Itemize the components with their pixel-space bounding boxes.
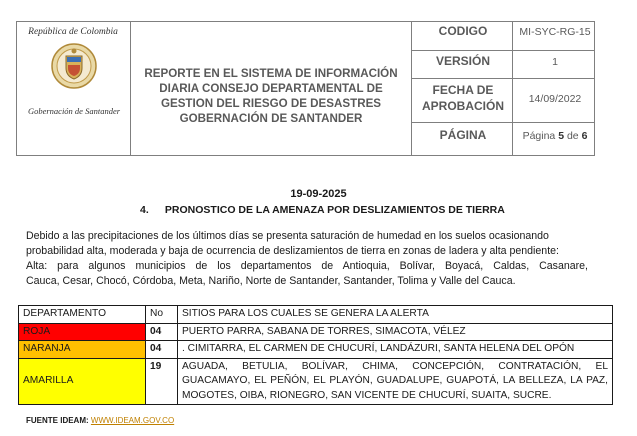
title-line: REPORTE EN EL SISTEMA DE INFORMACIÓN — [144, 67, 398, 80]
title-line: GOBERNACIÓN DE SANTANDER — [179, 112, 363, 125]
section-number: 4. — [140, 204, 149, 216]
paragraph-line: Alta: para algunos municipios de los departamentos de Antioquia, Bolívar, Boyacá, Caldas, Casanare, — [26, 260, 588, 272]
title-line: GESTION DEL RIESGO DE DESASTRES — [160, 97, 382, 110]
paragraph-line: Cauca, Cesar, Chocó, Córdoba, Meta, Nariño, Norte de Santander, Santander, Tolima y Valle del Cauca. — [26, 275, 516, 287]
alert-count: 04 — [146, 341, 178, 359]
section-heading — [140, 204, 505, 216]
header-divider — [411, 22, 412, 155]
coat-of-arms-icon — [50, 42, 98, 90]
ideam-link[interactable]: WWW.IDEAM.GOV.CO — [90, 416, 175, 425]
header-divider — [412, 78, 594, 79]
alert-level-amarilla: AMARILLA — [19, 358, 146, 405]
fecha-label-line: FECHA DE — [432, 83, 494, 97]
forecast-paragraph — [26, 229, 588, 289]
codigo-label: CODIGO — [438, 24, 488, 38]
title-line: DIARIA CONSEJO DEPARTAMENTAL DE — [159, 82, 383, 95]
alert-level-roja: ROJA — [19, 323, 146, 341]
logo-bottom-text: Gobernación de Santander — [27, 106, 121, 116]
codigo-value: MI-SYC-RG-15 — [519, 26, 591, 38]
paragraph-line: Debido a las precipitaciones de los últimos días se presenta saturación de humedad en los suelos ocasionando — [26, 230, 549, 242]
alert-sites: PUERTO PARRA, SABANA DE TORRES, SIMACOTA, VÉLEZ — [178, 323, 613, 341]
table-row — [19, 323, 613, 341]
pagina-label: PÁGINA — [439, 128, 487, 142]
alert-level-naranja: NARANJA — [19, 341, 146, 359]
logo-cell — [17, 22, 130, 155]
alert-table — [18, 305, 613, 405]
report-title — [132, 66, 410, 126]
source-label: FUENTE IDEAM: — [26, 416, 89, 425]
fecha-label — [413, 82, 513, 114]
version-label: VERSIÓN — [435, 54, 490, 68]
column-header: DEPARTAMENTO — [19, 306, 146, 324]
header-divider — [412, 50, 594, 51]
table-row — [19, 358, 613, 405]
fecha-label-line: APROBACIÓN — [421, 99, 504, 113]
logo-top-text: República de Colombia — [28, 27, 118, 37]
column-header: SITIOS PARA LOS CUALES SE GENERA LA ALERTA — [178, 306, 613, 324]
table-row — [19, 341, 613, 359]
table-header-row — [19, 306, 613, 324]
header-divider — [130, 22, 131, 155]
version-value: 1 — [552, 56, 558, 68]
alert-count: 19 — [146, 358, 178, 405]
section-title: PRONOSTICO DE LA AMENAZA POR DESLIZAMIENTOS DE TIERRA — [164, 204, 505, 216]
paragraph-line: probabilidad alta, moderada y baja de ocurrencia de deslizamientos de tierra en zonas de ladera y alta pendiente: — [26, 245, 559, 257]
source-footer — [26, 416, 174, 425]
pagina-value: Página 5 de 6 — [522, 130, 588, 142]
header-divider — [412, 122, 594, 123]
alert-sites: . CIMITARRA, EL CARMEN DE CHUCURÍ, LANDÁZURI, SANTA HELENA DEL OPÓN — [178, 341, 613, 359]
column-header: No — [146, 306, 178, 324]
alert-count: 04 — [146, 323, 178, 341]
report-date: 19-09-2025 — [290, 188, 347, 200]
document-header — [16, 21, 595, 156]
alert-sites: AGUADA, BETULIA, BOLÍVAR, CHIMA, CONCEPCIÓN, CONTRATACIÓN, EL GUACAMAYO, EL PEÑÓN, EL PLAYÓN, GUADALUPE, GUAPOTÁ, LA BELLEZA, LA PAZ, MOGOTES, OIBA, RIONEGRO, SAN VICENTE DE CHUCURÍ, SUAITA, SUCRE. — [178, 358, 613, 405]
fecha-value: 14/09/2022 — [528, 93, 582, 105]
